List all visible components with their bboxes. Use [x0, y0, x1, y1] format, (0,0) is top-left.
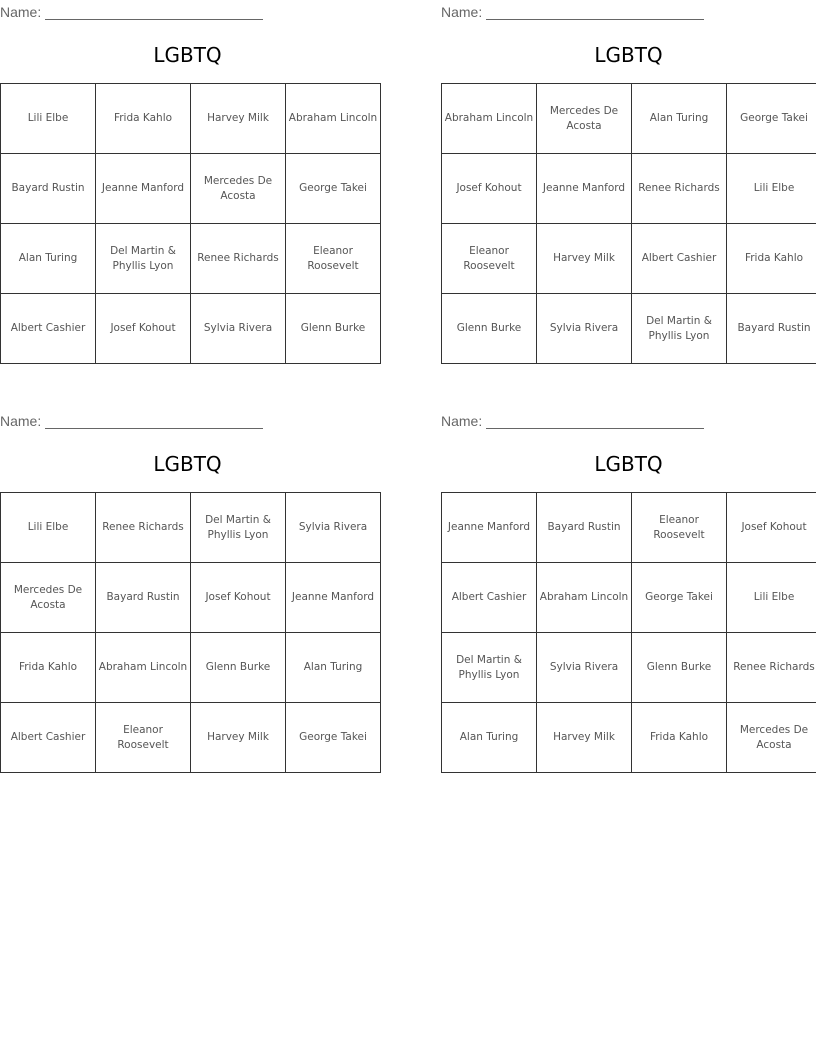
grid-cell: George Takei [632, 563, 727, 633]
grid-cell: Harvey Milk [191, 703, 286, 773]
grid-cell: Albert Cashier [632, 224, 727, 294]
grid-cell: Eleanor Roosevelt [632, 493, 727, 563]
card-title: LGBTQ [153, 43, 222, 67]
grid-cell: Lili Elbe [1, 84, 96, 154]
name-field [0, 411, 263, 429]
name-field [441, 411, 704, 429]
grid-cell: Mercedes De Acosta [191, 154, 286, 224]
grid-cell: Alan Turing [632, 84, 727, 154]
grid-row [442, 224, 816, 294]
grid-cell: Glenn Burke [286, 294, 381, 364]
name-label: Name: [0, 4, 42, 20]
grid-cell: Harvey Milk [537, 703, 632, 773]
grid-cell: George Takei [286, 154, 381, 224]
grid-row [442, 633, 816, 703]
grid-cell: Abraham Lincoln [442, 84, 537, 154]
grid-row [442, 294, 816, 364]
grid-cell: Sylvia Rivera [537, 633, 632, 703]
grid-cell: Harvey Milk [191, 84, 286, 154]
bingo-grid [0, 492, 381, 773]
grid-cell: Jeanne Manford [286, 563, 381, 633]
grid-cell: Josef Kohout [727, 493, 816, 563]
grid-cell: Mercedes De Acosta [1, 563, 96, 633]
name-label: Name: [441, 413, 483, 429]
grid-cell: Bayard Rustin [727, 294, 816, 364]
grid-cell: Renee Richards [191, 224, 286, 294]
name-blank-line [486, 6, 704, 20]
name-blank-line [486, 415, 704, 429]
grid-cell: Frida Kahlo [632, 703, 727, 773]
grid-cell: Abraham Lincoln [96, 633, 191, 703]
grid-row [442, 563, 816, 633]
grid-cell: Del Martin & Phyllis Lyon [191, 493, 286, 563]
name-label: Name: [0, 413, 42, 429]
grid-cell: Del Martin & Phyllis Lyon [96, 224, 191, 294]
grid-cell: Del Martin & Phyllis Lyon [632, 294, 727, 364]
grid-cell: Glenn Burke [632, 633, 727, 703]
grid-row [442, 84, 816, 154]
grid-cell: Lili Elbe [727, 154, 816, 224]
grid-cell: Eleanor Roosevelt [96, 703, 191, 773]
grid-cell: Mercedes De Acosta [537, 84, 632, 154]
grid-cell: Eleanor Roosevelt [286, 224, 381, 294]
grid-cell: Bayard Rustin [1, 154, 96, 224]
grid-cell: Mercedes De Acosta [727, 703, 816, 773]
grid-cell: Alan Turing [442, 703, 537, 773]
grid-cell: Josef Kohout [442, 154, 537, 224]
card-title: LGBTQ [153, 452, 222, 476]
grid-cell: Albert Cashier [1, 703, 96, 773]
name-field [441, 2, 704, 20]
name-blank-line [45, 415, 263, 429]
grid-row [1, 633, 381, 703]
grid-cell: Alan Turing [1, 224, 96, 294]
grid-cell: Frida Kahlo [727, 224, 816, 294]
grid-row [1, 224, 381, 294]
grid-cell: Renee Richards [96, 493, 191, 563]
grid-cell: Harvey Milk [537, 224, 632, 294]
grid-cell: Eleanor Roosevelt [442, 224, 537, 294]
bingo-grid [441, 83, 816, 364]
grid-row [1, 703, 381, 773]
grid-cell: Albert Cashier [442, 563, 537, 633]
grid-cell: Alan Turing [286, 633, 381, 703]
name-field [0, 2, 263, 20]
grid-cell: Renee Richards [632, 154, 727, 224]
grid-cell: Sylvia Rivera [191, 294, 286, 364]
card-title: LGBTQ [594, 43, 663, 67]
grid-cell: Albert Cashier [1, 294, 96, 364]
name-blank-line [45, 6, 263, 20]
bingo-grid [441, 492, 816, 773]
grid-cell: Renee Richards [727, 633, 816, 703]
grid-row [1, 493, 381, 563]
grid-cell: Frida Kahlo [1, 633, 96, 703]
grid-cell: Abraham Lincoln [286, 84, 381, 154]
grid-row [1, 154, 381, 224]
grid-cell: Frida Kahlo [96, 84, 191, 154]
grid-cell: Lili Elbe [727, 563, 816, 633]
grid-cell: George Takei [727, 84, 816, 154]
grid-row [1, 84, 381, 154]
grid-cell: Sylvia Rivera [286, 493, 381, 563]
grid-row [442, 154, 816, 224]
grid-cell: Jeanne Manford [96, 154, 191, 224]
name-label: Name: [441, 4, 483, 20]
grid-cell: Bayard Rustin [96, 563, 191, 633]
grid-row [442, 703, 816, 773]
grid-cell: Jeanne Manford [442, 493, 537, 563]
grid-cell: Glenn Burke [191, 633, 286, 703]
grid-cell: Sylvia Rivera [537, 294, 632, 364]
grid-row [1, 563, 381, 633]
grid-cell: George Takei [286, 703, 381, 773]
grid-cell: Glenn Burke [442, 294, 537, 364]
grid-cell: Abraham Lincoln [537, 563, 632, 633]
grid-cell: Bayard Rustin [537, 493, 632, 563]
grid-cell: Josef Kohout [96, 294, 191, 364]
card-title: LGBTQ [594, 452, 663, 476]
bingo-grid [0, 83, 381, 364]
grid-row [442, 493, 816, 563]
grid-cell: Lili Elbe [1, 493, 96, 563]
grid-row [1, 294, 381, 364]
grid-cell: Del Martin & Phyllis Lyon [442, 633, 537, 703]
grid-cell: Jeanne Manford [537, 154, 632, 224]
grid-cell: Josef Kohout [191, 563, 286, 633]
